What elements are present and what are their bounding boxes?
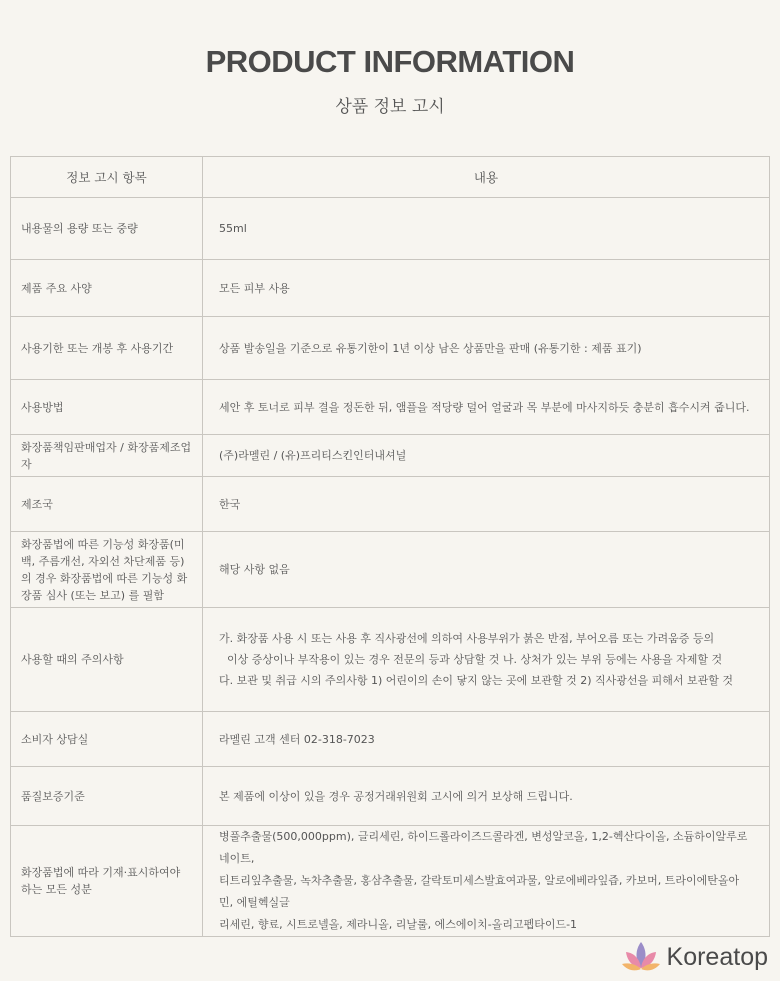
table-row <box>11 380 770 435</box>
table-row <box>11 198 770 260</box>
row-value <box>203 826 770 937</box>
table-row <box>11 260 770 317</box>
row-label: 제품 주요 사양 <box>11 260 203 317</box>
row-value-line: 리세린, 향료, 시트로넬올, 제라니올, 리날룰, 에스에이치-올리고펩타이드-1 <box>219 918 578 931</box>
column-header-content: 내용 <box>203 157 770 198</box>
column-header-item: 정보 고시 항목 <box>11 157 203 198</box>
row-value-line: 다. 보관 및 취급 시의 주의사항 1) 어린이의 손이 닿지 않는 곳에 보관할 것 2) 직사광선을 피해서 보관할 것 <box>219 674 734 687</box>
row-value <box>203 260 770 317</box>
row-value <box>203 435 770 477</box>
row-value-line: 병풀추출물(500,000ppm), 글리세린, 하이드롤라이즈드콜라겐, 변성알코올, 1,2-헥산다이올, 소듐하이알루로네이트, <box>219 830 748 865</box>
row-value-line: 한국 <box>219 497 241 511</box>
row-value-line: 라멜린 고객 센터 02-318-7023 <box>219 732 375 746</box>
table-row <box>11 435 770 477</box>
row-label: 화장품책임판매업자 / 화장품제조업자 <box>11 435 203 477</box>
row-label: 사용기한 또는 개봉 후 사용기간 <box>11 317 203 380</box>
table-row <box>11 767 770 826</box>
row-value-line: 세안 후 토너로 피부 결을 정돈한 뒤, 앰플을 적당량 덜어 얼굴과 목 부분에 마사지하듯 충분히 흡수시켜 줍니다. <box>219 400 750 414</box>
row-label: 사용방법 <box>11 380 203 435</box>
row-value-line: (주)라멜린 / (유)프리티스킨인터내셔널 <box>219 449 407 462</box>
row-value-line: 가. 화장품 사용 시 또는 사용 후 직사광선에 의하여 사용부위가 붉은 반점, 부어오름 또는 가려움증 등의 <box>219 632 715 645</box>
table-row <box>11 477 770 532</box>
row-label: 화장품법에 따른 기능성 화장품(미백, 주름개선, 자외선 차단제품 등)의 경우 화장품법에 따른 기능성 화장품 심사 (또는 보고) 를 필함 <box>11 532 203 608</box>
row-value-line: 55ml <box>219 222 247 235</box>
page-subtitle: 상품 정보 고시 <box>335 97 445 117</box>
page-title: PRODUCT INFORMATION <box>205 44 575 79</box>
row-label: 화장품법에 따라 기재·표시하여야 하는 모든 성분 <box>11 826 203 937</box>
row-value <box>203 767 770 826</box>
row-label: 사용할 때의 주의사항 <box>11 608 203 712</box>
row-value-line: 해당 사항 없음 <box>219 563 290 576</box>
row-value <box>203 608 770 712</box>
row-value <box>203 712 770 767</box>
row-value <box>203 198 770 260</box>
row-label: 제조국 <box>11 477 203 532</box>
row-value-line: 모든 피부 사용 <box>219 281 290 295</box>
table-row <box>11 712 770 767</box>
info-table <box>10 156 770 937</box>
row-value <box>203 532 770 608</box>
table-row <box>11 532 770 608</box>
row-value-line: 상품 발송일을 기준으로 유통기한이 1년 이상 남은 상품만을 판매 (유통기한 : 제품 표기) <box>219 341 642 355</box>
row-value-line: 티트리잎추출물, 녹차추출물, 홍삼추출물, 갈락토미세스발효여과물, 알로에베라잎즙, 카보머, 트라이에탄올아민, 에틸헥실글 <box>219 874 740 909</box>
row-value-line: 본 제품에 이상이 있을 경우 공정거래위원회 고시에 의거 보상해 드립니다. <box>219 789 573 803</box>
row-value <box>203 380 770 435</box>
row-value <box>203 477 770 532</box>
row-label: 품질보증기준 <box>11 767 203 826</box>
table-row <box>11 608 770 712</box>
table-row <box>11 317 770 380</box>
row-label: 내용물의 용량 또는 중량 <box>11 198 203 260</box>
lotus-icon <box>621 940 661 974</box>
table-row <box>11 826 770 937</box>
row-value-line: 이상 증상이나 부작용이 있는 경우 전문의 등과 상담할 것 나. 상처가 있는 부위 등에는 사용을 자제할 것 <box>227 653 723 666</box>
brand-logo <box>621 938 768 976</box>
brand-name: Koreatop <box>666 942 768 971</box>
table-header-row <box>11 157 770 198</box>
row-label: 소비자 상담실 <box>11 712 203 767</box>
row-value <box>203 317 770 380</box>
